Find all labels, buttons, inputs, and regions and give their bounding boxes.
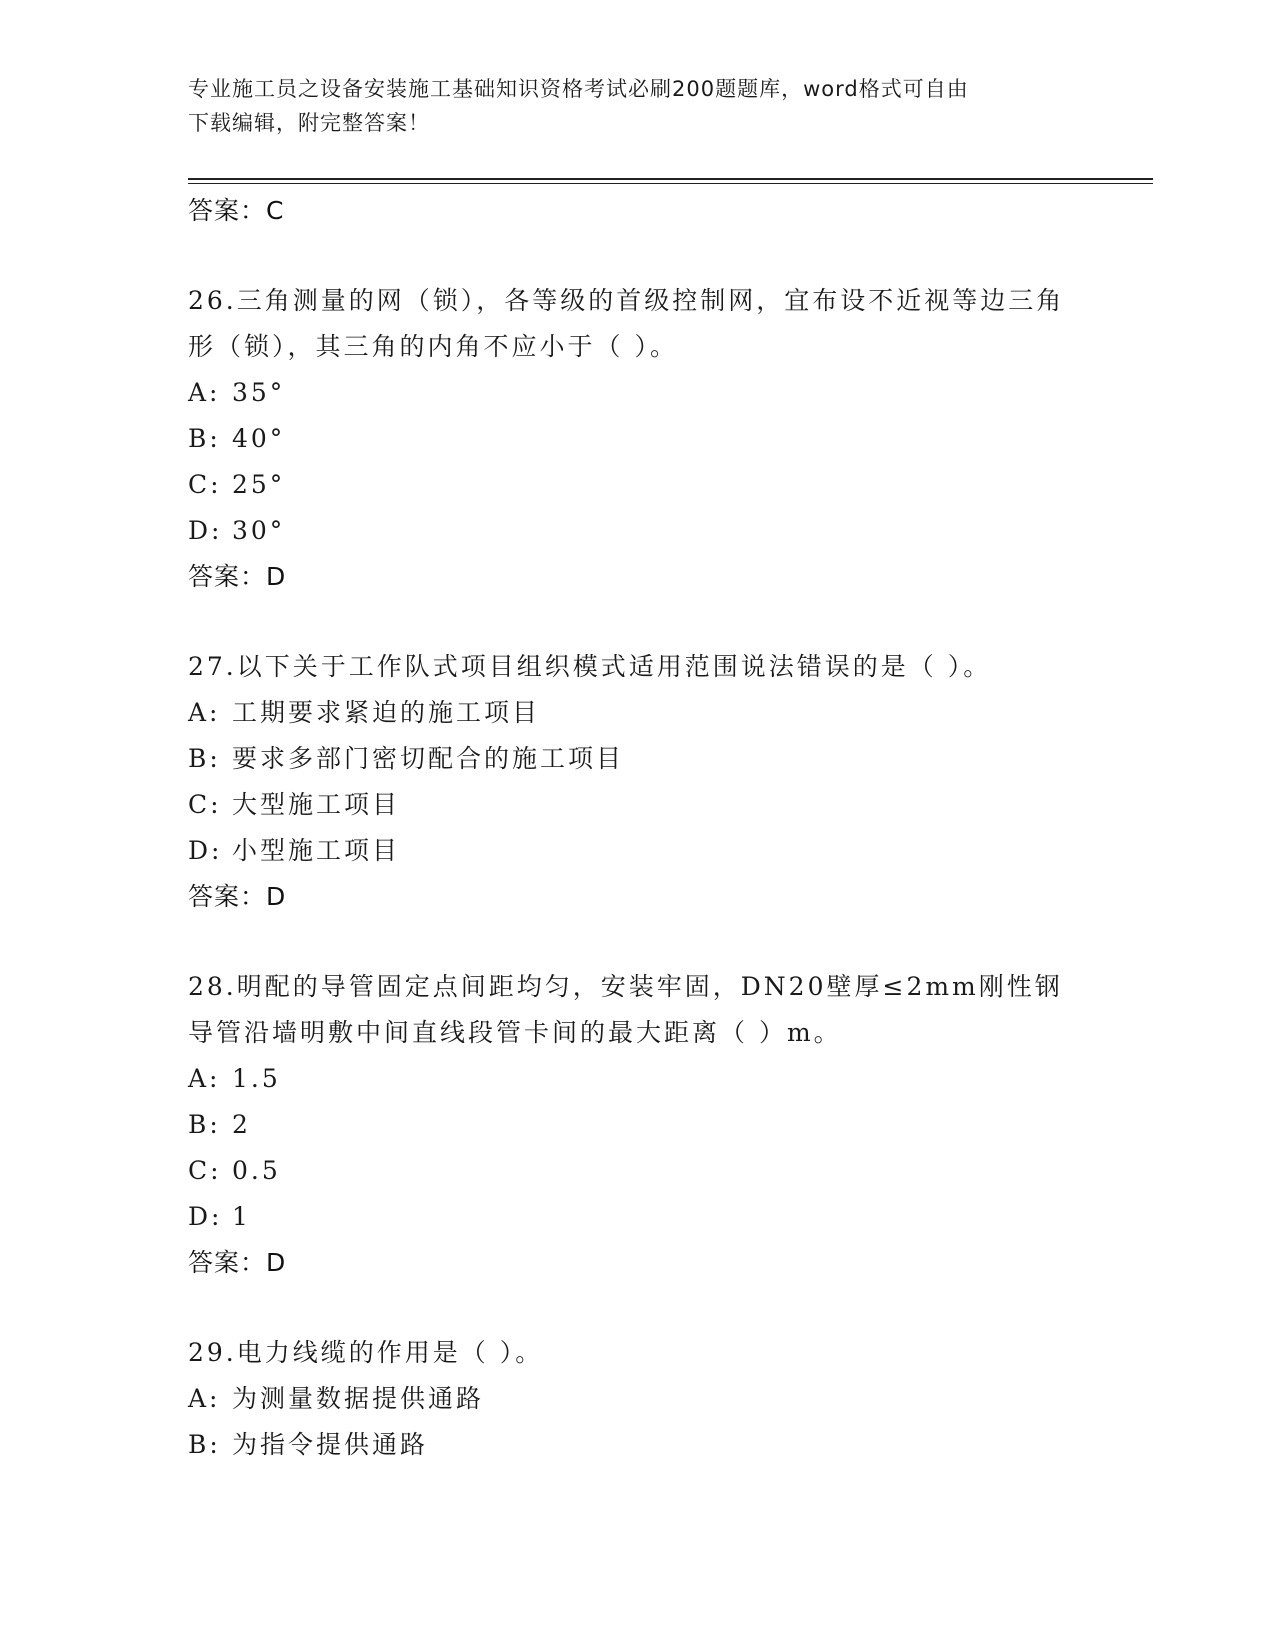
option-letter: A:	[188, 698, 221, 727]
option-item	[188, 782, 1088, 828]
option-text: 为测量数据提供通路	[232, 1384, 485, 1413]
option-item	[188, 462, 1088, 508]
question-text: 28.明配的导管固定点间距均匀，安装牢固，DN20壁厚≤2mm刚性钢导管沿墙明敷中间直线段管卡间的最大距离（ ）m。	[188, 972, 1063, 1047]
option-text: 大型施工项目	[232, 790, 401, 819]
option-text: 为指令提供通路	[232, 1430, 429, 1459]
option-item	[188, 1194, 1088, 1240]
option-letter: B:	[188, 1110, 221, 1139]
option-text: 0.5	[232, 1156, 281, 1185]
question-list	[188, 188, 1088, 1468]
answer-line	[188, 188, 1088, 234]
answer-label: 答案：	[188, 196, 267, 225]
option-text: 40°	[232, 424, 286, 453]
question-text: 26.三角测量的网（锁），各等级的首级控制网，宜布设不近视等边三角形（锁），其三角的内角不应小于（ ）。	[188, 286, 1065, 361]
option-letter: A:	[188, 378, 221, 407]
option-text: 25°	[232, 470, 286, 499]
option-letter: B:	[188, 1430, 221, 1459]
question-block	[188, 1330, 1088, 1468]
option-text: 要求多部门密切配合的施工项目	[232, 744, 625, 773]
header-line-2: 下载编辑，附完整答案！	[188, 111, 430, 135]
option-letter: C:	[188, 790, 222, 819]
option-item	[188, 370, 1088, 416]
answer-label: 答案：	[188, 882, 267, 911]
option-text: 1.5	[232, 1064, 281, 1093]
header-divider-thin	[188, 183, 1153, 184]
option-text: 小型施工项目	[232, 836, 401, 865]
question-text: 27.以下关于工作队式项目组织模式适用范围说法错误的是（ ）。	[188, 652, 992, 681]
header-divider-thick	[188, 178, 1153, 180]
answer-label: 答案：	[188, 562, 267, 591]
header-line-1: 专业施工员之设备安装施工基础知识资格考试必刷200题题库，word格式可自由	[188, 77, 969, 101]
option-letter: C:	[188, 470, 222, 499]
option-item	[188, 1422, 1088, 1468]
option-text: 30°	[232, 516, 286, 545]
answer-line	[188, 554, 1088, 600]
option-letter: D:	[188, 1202, 223, 1231]
option-item	[188, 1376, 1088, 1422]
option-letter: A:	[188, 1064, 221, 1093]
option-letter: C:	[188, 1156, 222, 1185]
answer-value: D	[266, 882, 287, 911]
document-header	[188, 72, 1088, 140]
answer-value: D	[266, 562, 287, 591]
answer-line	[188, 1240, 1088, 1286]
option-item	[188, 1102, 1088, 1148]
option-item	[188, 736, 1088, 782]
option-letter: B:	[188, 424, 221, 453]
option-text: 2	[232, 1110, 251, 1139]
answer-label: 答案：	[188, 1248, 267, 1277]
option-item	[188, 828, 1088, 874]
option-item	[188, 508, 1088, 554]
option-letter: A:	[188, 1384, 221, 1413]
option-item	[188, 1056, 1088, 1102]
question-text: 29.电力线缆的作用是（ ）。	[188, 1338, 544, 1367]
option-letter: D:	[188, 516, 223, 545]
option-text: 工期要求紧迫的施工项目	[232, 698, 541, 727]
option-item	[188, 1148, 1088, 1194]
option-letter: D:	[188, 836, 223, 865]
option-item	[188, 690, 1088, 736]
answer-value: C	[266, 196, 285, 225]
option-item	[188, 416, 1088, 462]
option-text: 35°	[232, 378, 286, 407]
option-letter: B:	[188, 744, 221, 773]
question-block	[188, 644, 1088, 920]
option-text: 1	[232, 1202, 251, 1231]
question-block	[188, 964, 1088, 1286]
answer-line	[188, 874, 1088, 920]
question-block	[188, 278, 1088, 600]
answer-value: D	[266, 1248, 287, 1277]
